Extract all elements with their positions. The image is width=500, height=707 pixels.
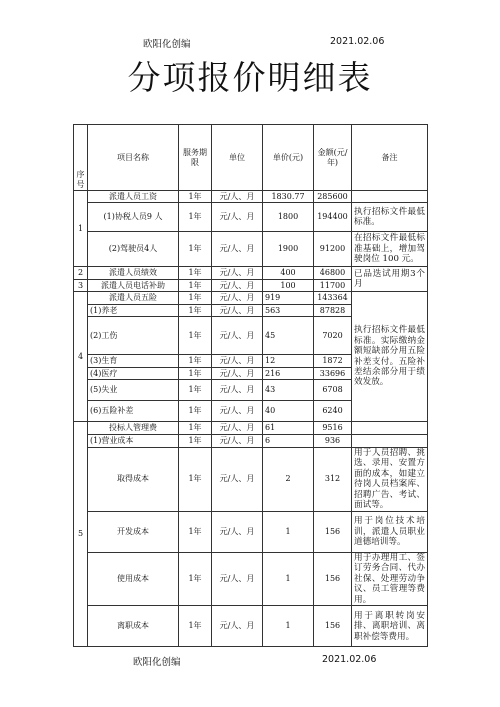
period-cell: 1年	[179, 401, 212, 422]
note-cell: 用于人员招聘、挑选、录用、安置方面的成本，如建立待岗人员档案库、招聘广告、考试、面试等。	[352, 448, 428, 512]
item-cell: 派遣人员工资	[88, 191, 179, 203]
table-row	[74, 511, 428, 552]
period-cell: 1年	[179, 191, 212, 203]
col-header-period: 服务期限	[179, 125, 212, 191]
seq-cell: 2	[74, 267, 88, 280]
item-cell: 派遣人员五险	[88, 292, 179, 305]
item-cell: (3)生育	[88, 355, 179, 368]
table-row	[74, 267, 428, 280]
price-cell: 1	[263, 606, 314, 647]
amount-cell: 91200	[314, 232, 352, 267]
price-cell: 100	[263, 280, 314, 292]
item-cell: 派遣人员绩效	[88, 267, 179, 280]
item-cell: (5)失业	[88, 380, 179, 401]
unit-cell: 元/人、月	[212, 368, 263, 380]
item-cell: 使用成本	[88, 552, 179, 605]
item-cell: 离职成本	[88, 606, 179, 647]
price-cell: 1800	[263, 203, 314, 232]
amount-cell: 156	[314, 606, 352, 647]
note-cell	[352, 422, 428, 435]
amount-cell: 143364	[314, 292, 352, 305]
unit-cell: 元/人、月	[212, 606, 263, 647]
price-cell: 919	[263, 292, 314, 305]
col-header-amount: 金额(元/年)	[314, 125, 352, 191]
price-detail-table	[73, 124, 428, 647]
period-cell: 1年	[179, 232, 212, 267]
table-row	[74, 232, 428, 267]
amount-cell: 7020	[314, 317, 352, 355]
period-cell: 1年	[179, 552, 212, 605]
price-cell: 1900	[263, 232, 314, 267]
amount-cell: 6708	[314, 380, 352, 401]
period-cell: 1年	[179, 292, 212, 305]
table-row	[74, 203, 428, 232]
period-cell: 1年	[179, 606, 212, 647]
footer-date: 2021.02.06	[322, 654, 377, 665]
seq-cell: 3	[74, 280, 88, 292]
table-row	[74, 292, 428, 305]
unit-cell: 元/人、月	[212, 305, 263, 317]
amount-cell: 156	[314, 552, 352, 605]
note-cell: 用于办理用工、签订劳务合同、代办社保、处理劳动争议、员工管理等费用。	[352, 552, 428, 605]
item-cell: (1)协税人员9 人	[88, 203, 179, 232]
period-cell: 1年	[179, 435, 212, 448]
period-cell: 1年	[179, 448, 212, 512]
unit-cell: 元/人、月	[212, 355, 263, 368]
unit-cell: 元/人、月	[212, 448, 263, 512]
table-row	[74, 435, 428, 448]
note-cell	[352, 435, 428, 448]
col-header-item: 项目名称	[88, 125, 179, 191]
unit-cell: 元/人、月	[212, 317, 263, 355]
col-header-unit: 单位	[212, 125, 263, 191]
price-cell: 563	[263, 305, 314, 317]
amount-cell: 6240	[314, 401, 352, 422]
table-row	[74, 422, 428, 435]
price-cell: 400	[263, 267, 314, 280]
price-cell: 2	[263, 448, 314, 512]
table-row	[74, 448, 428, 512]
period-cell: 1年	[179, 422, 212, 435]
amount-cell: 11700	[314, 280, 352, 292]
page-title: 分项报价明细表	[127, 58, 373, 97]
footer-author: 欧阳化创编	[133, 657, 181, 668]
col-header-seq: 序号	[74, 125, 88, 191]
amount-cell: 87828	[314, 305, 352, 317]
unit-cell: 元/人、月	[212, 435, 263, 448]
amount-cell: 33696	[314, 368, 352, 380]
unit-cell: 元/人、月	[212, 280, 263, 292]
price-cell: 216	[263, 368, 314, 380]
unit-cell: 元/人、月	[212, 203, 263, 232]
period-cell: 1年	[179, 511, 212, 552]
table-row	[74, 606, 428, 647]
table-row	[74, 552, 428, 605]
table-header-row	[74, 125, 428, 191]
unit-cell: 元/人、月	[212, 422, 263, 435]
item-cell: 投标人管理费	[88, 422, 179, 435]
note-cell: 执行招标文件最低标准。	[352, 203, 428, 232]
item-cell: 派遣人员电话补助	[88, 280, 179, 292]
amount-cell: 9516	[314, 422, 352, 435]
period-cell: 1年	[179, 267, 212, 280]
item-cell: 开发成本	[88, 511, 179, 552]
note-cell: 用于离职转岗安排、离职培训、离职补偿等费用。	[352, 606, 428, 647]
price-cell: 1830.77	[263, 191, 314, 203]
unit-cell: 元/人、月	[212, 191, 263, 203]
unit-cell: 元/人、月	[212, 292, 263, 305]
seq-cell: 4	[74, 292, 88, 422]
unit-cell: 元/人、月	[212, 267, 263, 280]
item-cell: (2)工伤	[88, 317, 179, 355]
period-cell: 1年	[179, 203, 212, 232]
price-cell: 61	[263, 422, 314, 435]
amount-cell: 46800	[314, 267, 352, 280]
unit-cell: 元/人、月	[212, 380, 263, 401]
item-cell: (1)养老	[88, 305, 179, 317]
price-cell: 45	[263, 317, 314, 355]
period-cell: 1年	[179, 380, 212, 401]
table-row	[74, 191, 428, 203]
col-header-note: 备注	[352, 125, 428, 191]
amount-cell: 285600	[314, 191, 352, 203]
period-cell: 1年	[179, 305, 212, 317]
amount-cell: 194400	[314, 203, 352, 232]
item-cell: 取得成本	[88, 448, 179, 512]
note-cell: 执行招标文件最低标准。实际缴纳金额短缺部分用五险补差支付。五险补差结余部分用于绩效发放。	[352, 292, 428, 422]
price-cell: 12	[263, 355, 314, 368]
price-cell: 43	[263, 380, 314, 401]
note-cell: 在招标文件最低标准基础上，增加驾驶岗位 100 元。	[352, 232, 428, 267]
col-header-price: 单价(元)	[263, 125, 314, 191]
item-cell: (1)营业成本	[88, 435, 179, 448]
header-author: 欧阳化创编	[143, 39, 191, 50]
period-cell: 1年	[179, 368, 212, 380]
item-cell: (6)五险补差	[88, 401, 179, 422]
note-cell	[352, 191, 428, 203]
header-date: 2021.02.06	[330, 36, 385, 47]
seq-cell: 1	[74, 191, 88, 267]
period-cell: 1年	[179, 355, 212, 368]
amount-cell: 312	[314, 448, 352, 512]
price-cell: 6	[263, 435, 314, 448]
note-cell: 用于岗位技术培训，派遣人员职业道德培训等。	[352, 511, 428, 552]
item-cell: (2)驾驶员4人	[88, 232, 179, 267]
unit-cell: 元/人、月	[212, 511, 263, 552]
unit-cell: 元/人、月	[212, 232, 263, 267]
amount-cell: 1872	[314, 355, 352, 368]
item-cell: (4)医疗	[88, 368, 179, 380]
seq-cell: 5	[74, 422, 88, 647]
price-cell: 40	[263, 401, 314, 422]
price-cell: 1	[263, 511, 314, 552]
price-cell: 1	[263, 552, 314, 605]
amount-cell: 156	[314, 511, 352, 552]
unit-cell: 元/人、月	[212, 401, 263, 422]
unit-cell: 元/人、月	[212, 552, 263, 605]
note-cell: 已品迭试用期3个月	[352, 267, 428, 292]
amount-cell: 936	[314, 435, 352, 448]
period-cell: 1年	[179, 280, 212, 292]
period-cell: 1年	[179, 317, 212, 355]
